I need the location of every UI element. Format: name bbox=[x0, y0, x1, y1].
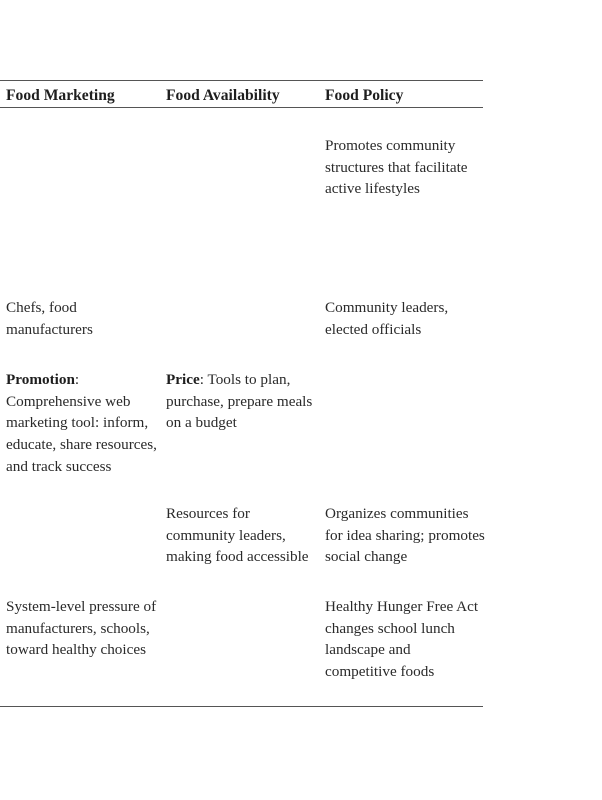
row2-policy-cell: Community leaders, elected officials bbox=[325, 299, 449, 338]
header-rule bbox=[0, 107, 483, 108]
promotion-label: Promotion bbox=[6, 371, 75, 388]
promotion-text: : Comprehensive web marketing tool: inform, educate, share resources, and track success bbox=[6, 371, 157, 475]
header-food-availability: Food Availability bbox=[166, 87, 280, 104]
table-top-rule bbox=[0, 80, 483, 81]
row3-availability-cell bbox=[166, 369, 318, 434]
row4-availability-cell: Resources for community leaders, making food accessible bbox=[166, 505, 309, 566]
row4-policy-cell: Organizes communities for idea sharing; promotes social change bbox=[325, 505, 485, 566]
row2-marketing-cell: Chefs, food manufacturers bbox=[6, 299, 93, 338]
table-bottom-rule bbox=[0, 706, 483, 707]
header-food-marketing: Food Marketing bbox=[6, 87, 115, 104]
price-text: : Tools to plan, purchase, prepare meals on a budget bbox=[166, 371, 313, 432]
row3-marketing-cell bbox=[6, 369, 160, 478]
price-label: Price bbox=[166, 371, 200, 388]
row5-marketing-cell: System-level pressure of manufacturers, schools, toward healthy choices bbox=[6, 598, 157, 659]
row5-policy-cell: Healthy Hunger Free Act changes school lunch landscape and competitive foods bbox=[325, 598, 479, 681]
row1-policy-cell: Promotes community structures that facilitate active lifestyles bbox=[325, 137, 468, 198]
header-food-policy: Food Policy bbox=[325, 87, 404, 104]
